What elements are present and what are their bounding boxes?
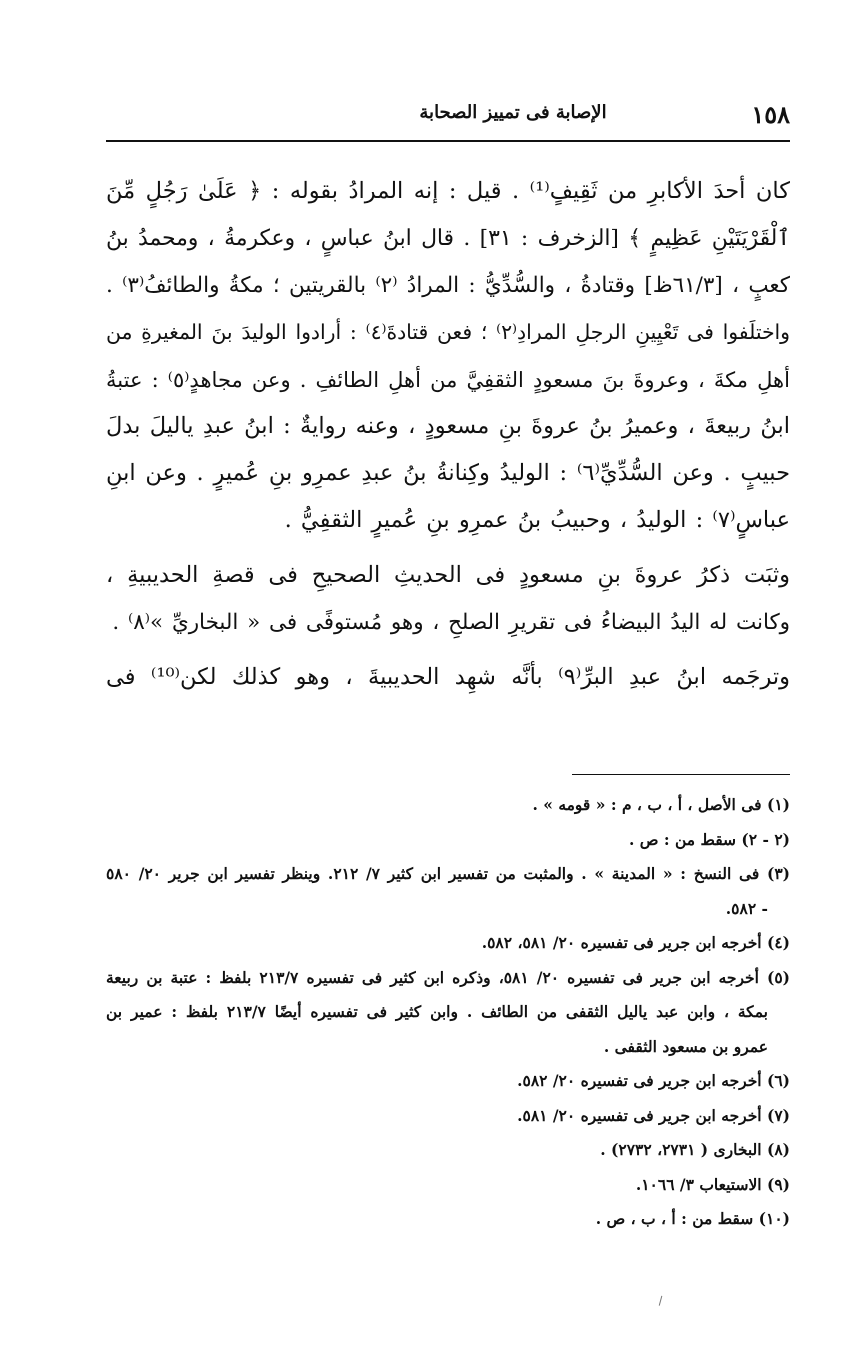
footnote: (٥) أخرجه ابن جرير فى تفسيره ٢٠/ ٥٨١، وذكره ابن كثير فى تفسيره ٢١٣/٧ بلفظ : عتبة بن ربيعة — [106, 967, 791, 987]
text-line: واختلَفوا فى تَعْيِينِ الرجلِ المرادِ⁽٢⁾ ؛ فعن قتادةَ⁽٤⁾ : أرادوا الوليدَ بنَ المغيرةِ من — [106, 320, 790, 344]
footnote: (٩) الاستيعاب ٣/ ١٠٦٦. — [635, 1174, 790, 1194]
text-line: وترجَمه ابنُ عبدِ البرِّ⁽٩⁾ بأنَّه شهِد الحديبيةَ ، وهو كذلك لكن⁽¹⁰⁾ فى — [106, 664, 790, 690]
paragraph — [106, 168, 790, 544]
text-line: أهلِ مكةَ ، وعروةَ بنَ مسعودٍ الثقفِيَّ من أهلِ الطائفِ . وعن مجاهدٍ⁽٥⁾ : عتبةُ — [106, 367, 790, 392]
footnote: (١) فى الأصل ، أ ، ب ، م : « قومه » . — [532, 795, 790, 814]
footnote: (١٠) سقط من : أ ، ب ، ص . — [595, 1209, 790, 1228]
text-line: وثبَت ذكرُ عروةَ بنِ مسعودٍ فى الحديثِ الصحيحِ فى قصةِ الحديبيةِ ، — [106, 562, 790, 588]
header-rule — [106, 140, 790, 142]
paragraph — [106, 552, 790, 646]
footnote: (٤) أخرجه ابن جرير فى تفسيره ٢٠/ ٥٨١، ٥٨٢. — [481, 933, 790, 952]
text-line: ابنُ ربيعةَ ، وعميرُ بنُ عروةَ بنِ مسعودٍ ، وعنه روايةٌ : ابنُ عبدِ ياليلَ بدلَ — [106, 413, 790, 439]
text-line: كان أحدَ الأكابرِ من ثَقِيفٍ⁽¹⁾ . قيل : إنه المرادُ بقوله : ﴿ عَلَىٰ رَجُلٍ مِّنَ — [106, 178, 790, 204]
footnote: (٢ - ٢) سقط من : ص . — [628, 829, 790, 849]
running-title: الإصابة فى تمييز الصحابة — [419, 102, 607, 123]
text-line: عباسٍ⁽٧⁾ : الوليدُ ، وحبيبُ بنُ عمرِو بنِ عُميرٍ الثقفِيُّ . — [284, 507, 790, 533]
footnote-continuation: عمرو بن مسعود الثقفى . — [603, 1036, 768, 1056]
text-line: وكانت له اليدُ البيضاءُ فى تقريرِ الصلحِ ، وهو مُستوفًى فى « البخاريِّ »⁽٨⁾ . — [112, 610, 790, 635]
page-number: ١٥٨ — [751, 100, 790, 129]
footnote: (٨) البخارى ( ٢٧٣١، ٢٧٣٢) . — [600, 1140, 790, 1159]
footnote: (٣) فى النسخ : « المدينة » . والمثبت من تفسير ابن كثير ٧/ ٢١٢. وينظر تفسير ابن جرير ٢٠/ ٥٨٠ — [106, 864, 791, 883]
margin-mark — [659, 1296, 664, 1306]
text-line: حبيبٍ . وعن السُّدِّيِّ⁽٦⁾ : الوليدُ وكِنانةُ بنُ عبدِ عمرِو بنِ عُميرٍ . وعن ابنِ — [106, 460, 790, 486]
paragraph — [106, 654, 790, 701]
footnotes — [106, 788, 790, 1237]
text-line: كعبٍ ، [٦١/٣ظ] وقتادةُ ، والسُّدِّيُّ : المرادُ ⁽٢⁾ بالقريتين ؛ مكةُ والطائفُ⁽٣⁾ . — [106, 273, 790, 298]
footnote-continuation: بمكة ، وابن عبد ياليل الثقفى من الطائف . وابن كثير فى تفسيره أيضًا ٢١٣/٧ بلفظ : عمير بن — [106, 1002, 768, 1021]
footnote-rule — [572, 774, 790, 775]
page-header — [106, 96, 790, 136]
footnote: (٧) أخرجه ابن جرير فى تفسيره ٢٠/ ٥٨١. — [517, 1105, 790, 1125]
text-line: ٱلْقَرْيَتَيْنِ عَظِيمٍ ﴾ [الزخرف : ٣١] . قال ابنُ عباسٍ ، وعكرمةُ ، ومحمدُ بنُ — [106, 226, 790, 251]
main-text — [106, 168, 790, 701]
footnote-continuation: - ٥٨٢. — [725, 898, 768, 918]
footnote: (٦) أخرجه ابن جرير فى تفسيره ٢٠/ ٥٨٢. — [517, 1071, 790, 1090]
